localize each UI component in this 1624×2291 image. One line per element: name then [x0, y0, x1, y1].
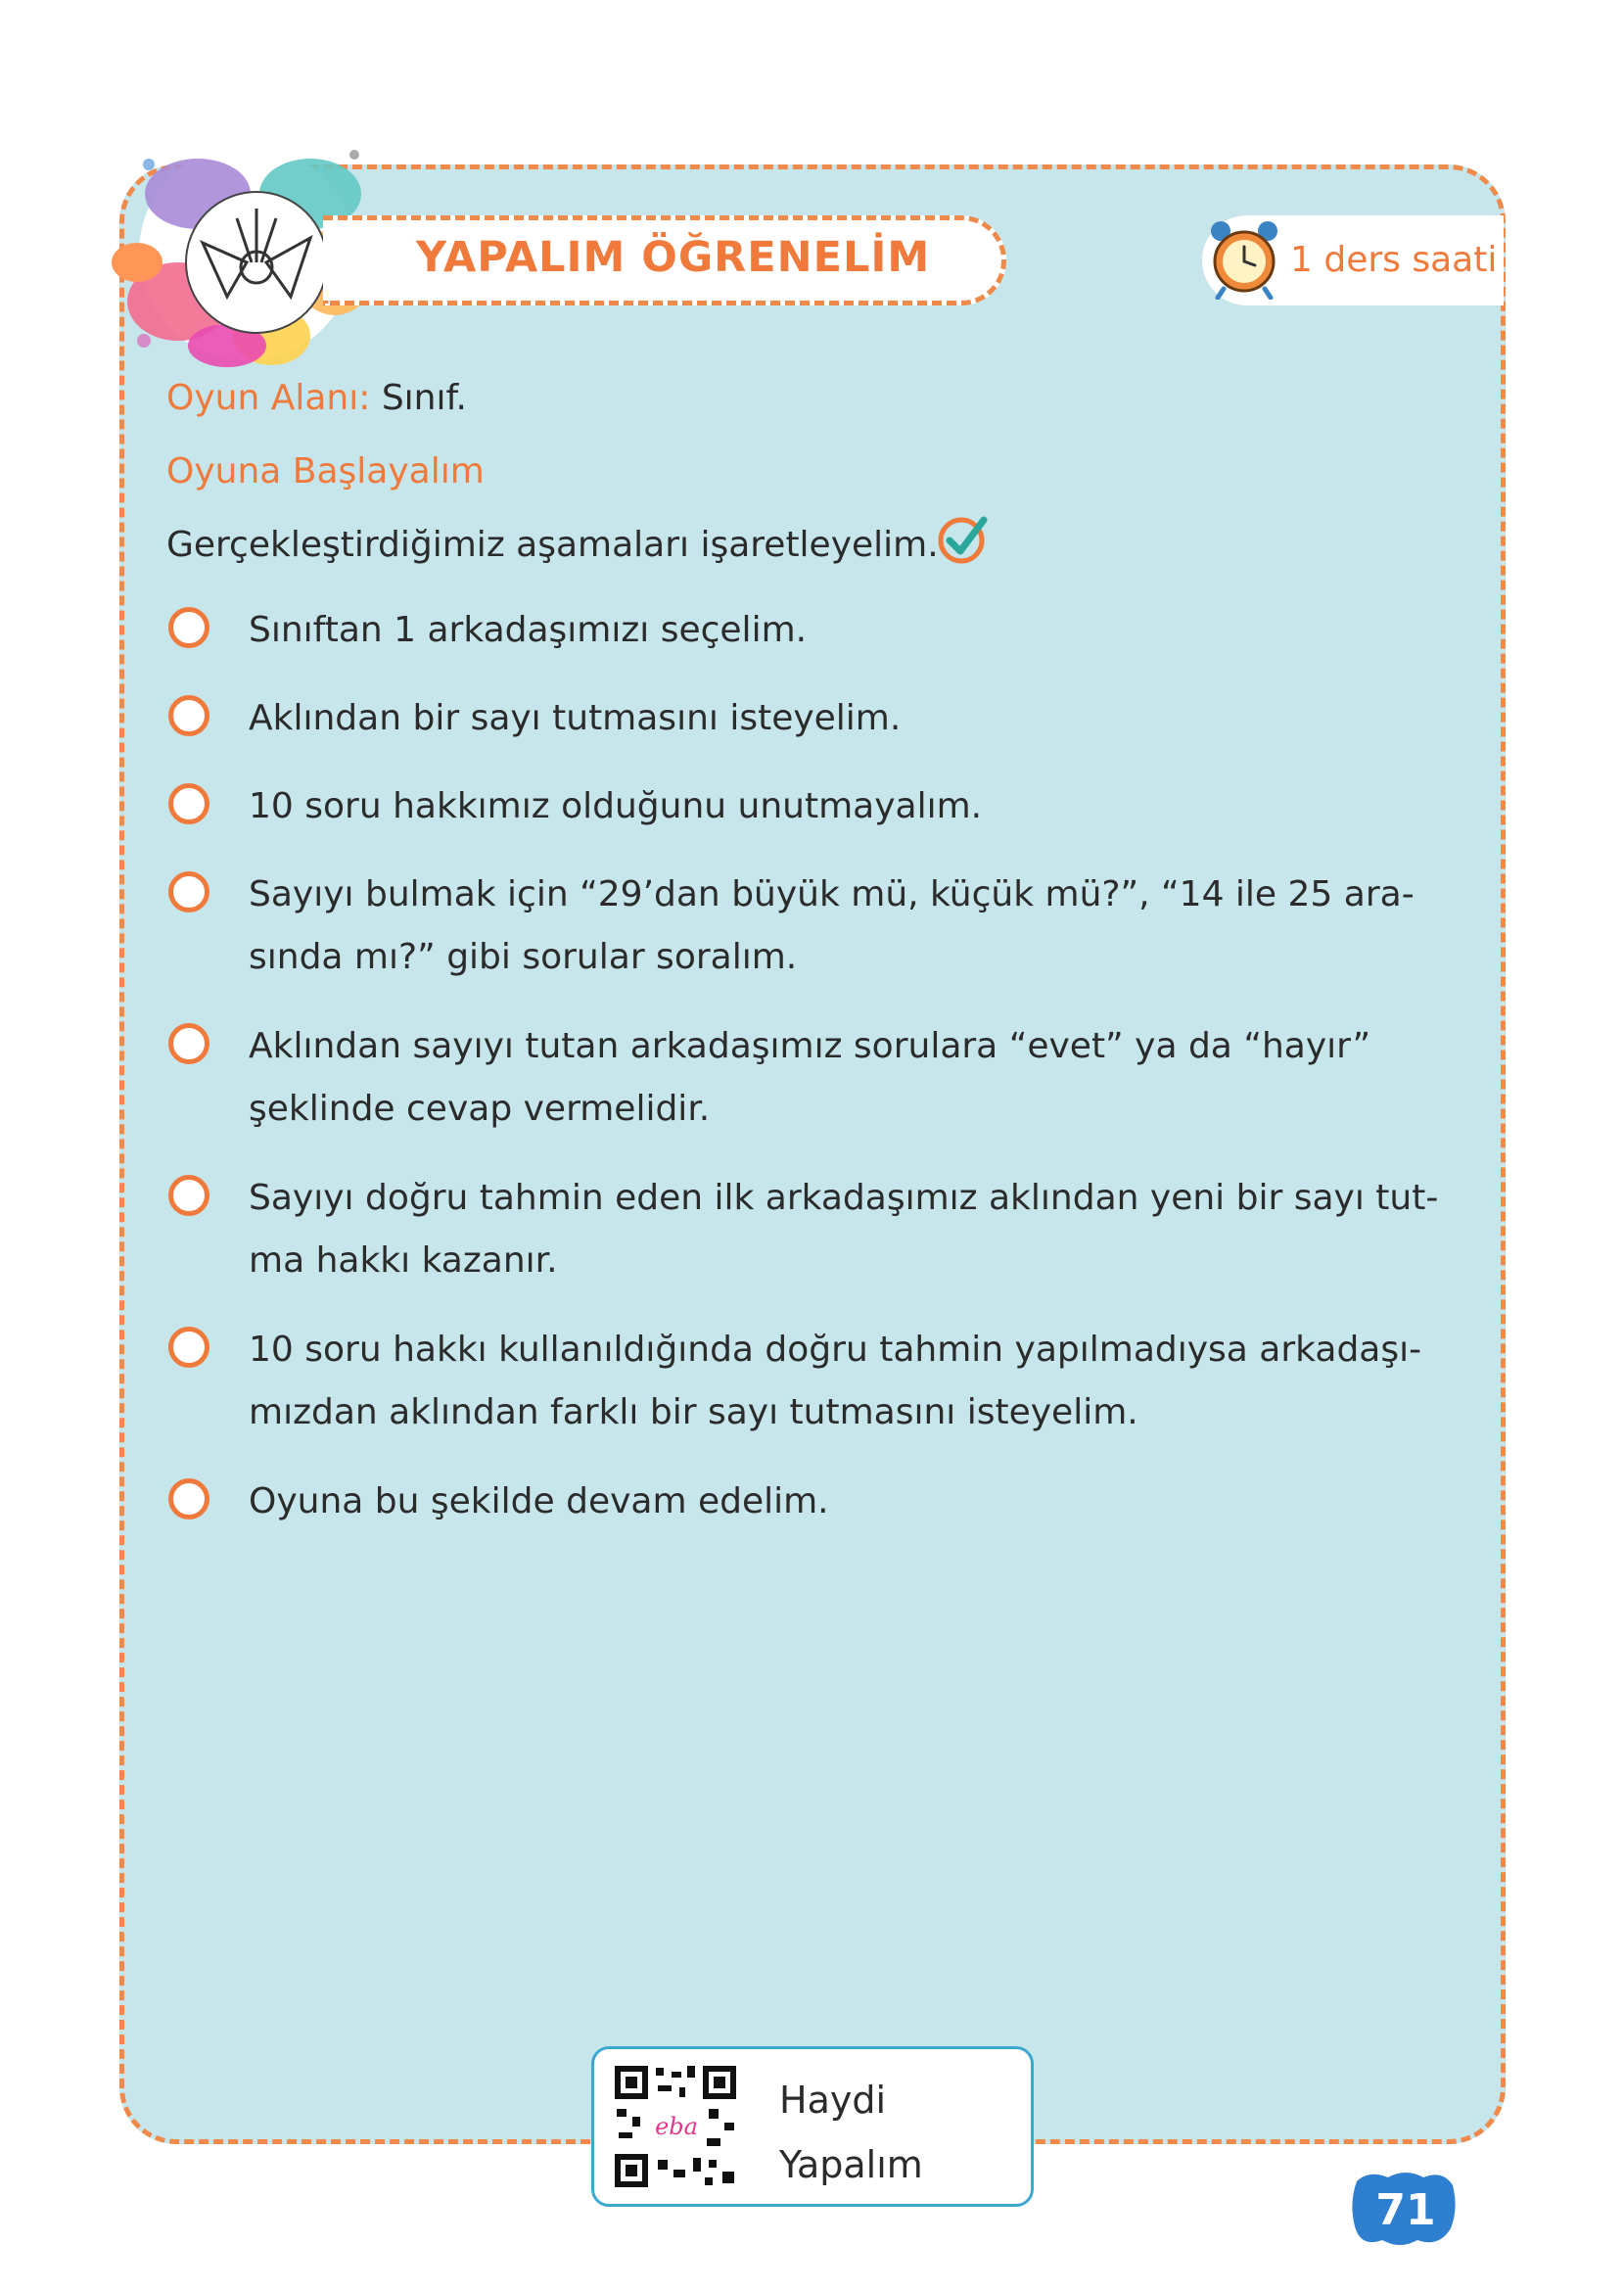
step-4-checkbox[interactable] — [168, 871, 209, 912]
step-1-text: Sınıftan 1 arkadaşımızı seçelim. — [249, 610, 808, 650]
step-6-checkbox[interactable] — [168, 1175, 209, 1216]
step-7-checkbox[interactable] — [168, 1327, 209, 1368]
step-5-text: Aklından sayıyı tutan arkadaşımız sorulara “evet” ya da “hayır” şeklinde cevap vermelidir. — [249, 1026, 1371, 1129]
play-area-label: Oyun Alanı: — [166, 378, 371, 418]
play-area-line — [166, 377, 467, 420]
qr-logo-text: eba — [655, 2113, 698, 2140]
duration-text: 1 ders saati — [1290, 240, 1498, 280]
step-2-text: Aklından bir sayı tutmasını isteyelim. — [249, 698, 902, 738]
step-4-text: Sayıyı bulmak için “29’dan büyük mü, küçük mü?”, “14 ile 25 ara- sında mı?” gibi sorular soralım. — [249, 874, 1415, 977]
alarm-clock-icon — [1206, 217, 1282, 300]
step-5-checkbox[interactable] — [168, 1023, 209, 1064]
qr-label — [779, 2068, 923, 2197]
qr-code[interactable] — [611, 2062, 740, 2191]
page-number-badge — [1349, 2168, 1459, 2250]
step-3-text: 10 soru hakkımız olduğunu unutmayalım. — [249, 786, 983, 826]
instruction-text: Gerçekleştirdiğimiz aşamaları işaretleyelim. — [166, 525, 939, 565]
play-area-value: Sınıf. — [381, 378, 467, 418]
check-circle-icon — [936, 511, 991, 566]
qr-label-line1: Haydi — [779, 2079, 887, 2122]
step-7-text: 10 soru hakkı kullanıldığında doğru tahmin yapılmadıysa arkadaşı- mızdan aklından farklı bir sayı tutmasını isteyelim. — [249, 1330, 1422, 1432]
section-title: YAPALIM ÖĞRENELİM — [416, 233, 931, 282]
step-8-checkbox[interactable] — [168, 1478, 209, 1520]
step-2-checkbox[interactable] — [168, 695, 209, 736]
step-6-text: Sayıyı doğru tahmin eden ilk arkadaşımız aklından yeni bir sayı tut- ma hakkı kazanır. — [249, 1178, 1439, 1281]
step-8-text: Oyuna bu şekilde devam edelim. — [249, 1481, 829, 1521]
qr-label-line2: Yapalım — [779, 2143, 923, 2186]
step-3-checkbox[interactable] — [168, 783, 209, 824]
game-start-heading: Oyuna Başlayalım — [166, 451, 485, 491]
page-number: 71 — [1375, 2185, 1436, 2235]
step-1-checkbox[interactable] — [168, 607, 209, 648]
